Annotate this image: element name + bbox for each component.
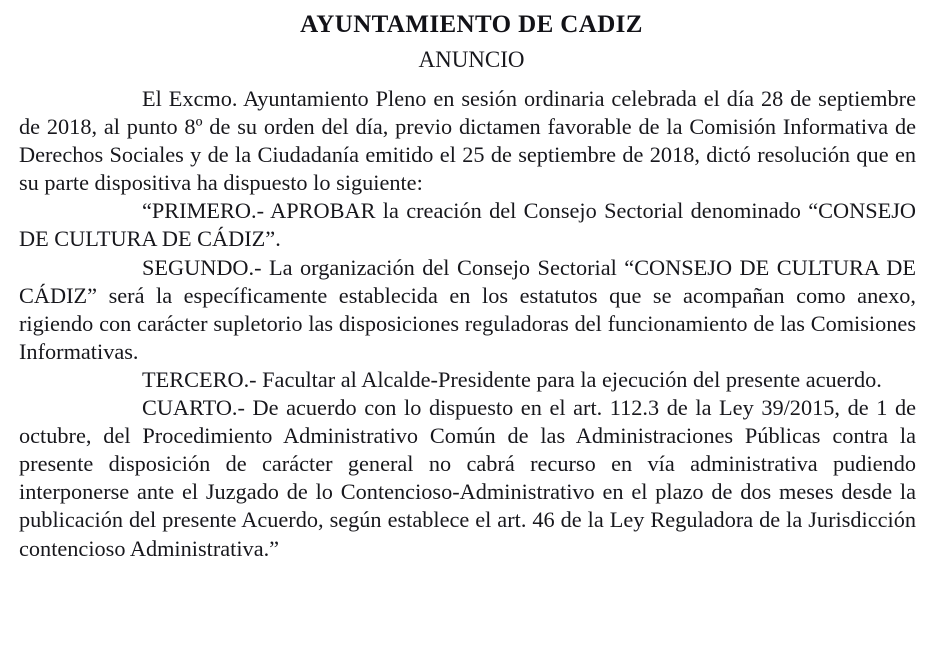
paragraph-tercero-text: TERCERO.- Facultar al Alcalde-Presidente para la ejecución del presente acuerdo.: [142, 366, 882, 392]
paragraph-segundo-text: SEGUNDO.- La organización del Consejo Sectorial “CONSEJO DE CULTURA DE CÁDIZ” será la específicamente establecida en los estatutos que se acompañan como anexo, rigiendo con carácter supletorio las disposiciones reguladoras del funcionamiento de las Comisiones Informativas.: [19, 254, 916, 364]
paragraph-cuarto: [19, 394, 916, 563]
paragraph-cuarto-text: CUARTO.- De acuerdo con lo dispuesto en el art. 112.3 de la Ley 39/2015, de 1 de octubre, del Procedimiento Administrativo Común de las Administraciones Públicas contra la presente disposición de carácter general no cabrá recurso en vía administrativa pudiendo interponerse ante el Juzgado de lo Contencioso-Administrativo en el plazo de dos meses desde la publicación del presente Acuerdo, según establece el art. 46 de la Ley Reguladora de la Jurisdicción contencioso Administrativa.”: [19, 395, 916, 561]
paragraph-intro-text: El Excmo. Ayuntamiento Pleno en sesión ordinaria celebrada el día 28 de septiembre de 2018, al punto 8º de su orden del día, previo dictamen favorable de la Comisión Informativa de Derechos Sociales y de la Ciudadanía emitido el 25 de septiembre de 2018, dictó resolución que en su parte dispositiva ha dispuesto lo siguiente:: [19, 86, 916, 196]
document-page: [0, 10, 943, 666]
paragraph-tercero: [19, 366, 916, 394]
paragraph-segundo: [19, 254, 916, 366]
document-body: [0, 85, 943, 563]
paragraph-intro: [19, 85, 916, 197]
document-title: AYUNTAMIENTO DE CADIZ: [300, 11, 643, 38]
paragraph-primero: [19, 197, 916, 253]
paragraph-primero-text: “PRIMERO.- APROBAR la creación del Consejo Sectorial denominado “CONSEJO DE CULTURA DE CÁDIZ”.: [19, 198, 916, 252]
document-subtitle: ANUNCIO: [418, 47, 525, 72]
